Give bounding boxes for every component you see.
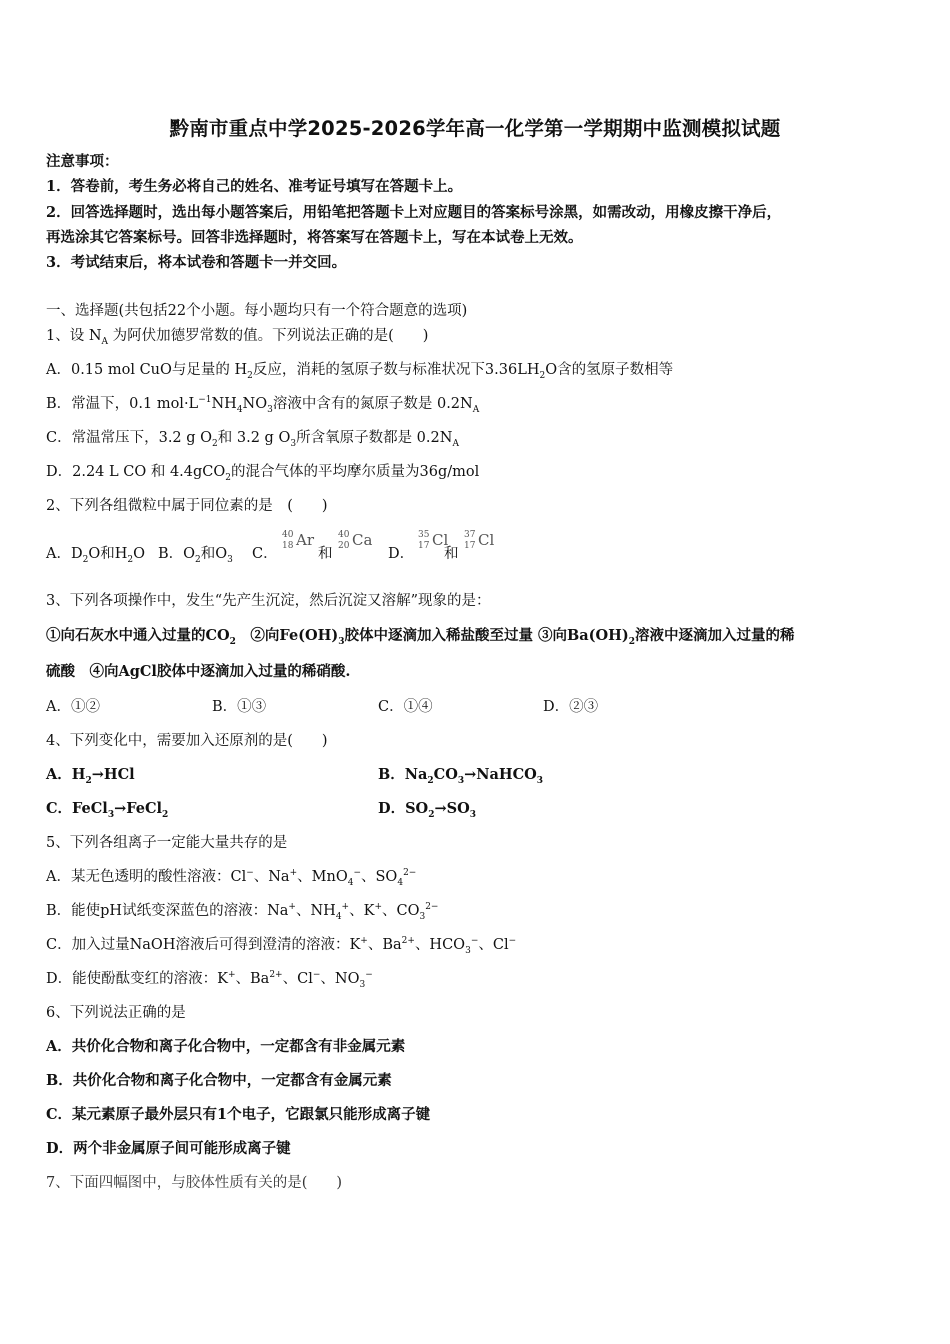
question-3-items-line-2: 硫酸 ④向AgCl胶体中逐滴加入过量的稀硝酸. (46, 663, 351, 680)
question-4-option-d: D．$SO_2\to SO_3$ (378, 800, 476, 820)
page-title: 黔南市重点中学2025-2026学年高一化学第一学期期中监测模拟试题 (169, 117, 781, 140)
question-4-option-a: A．$H_2\to HCl$ (46, 766, 135, 786)
section-heading: 一、选择题(共包括22个小题。每小题均只有一个符合题意的选项) (46, 303, 468, 319)
question-2-option-b: B．$O_2$和$O_3$ (158, 546, 233, 565)
question-2-option-c: C． (252, 546, 278, 562)
notice-item-2b: 再选涂其它答案标号。回答非选择题时，将答案写在答题卡上，写在本试卷上无效。 (46, 229, 583, 246)
notice-item-2a: 2．回答选择题时，选出每小题答案后，用铅笔把答题卡上对应题目的答案标号涂黑，如需改动，用橡皮擦干净后， (46, 204, 782, 221)
question-5-option-c: C．加入过量NaOH溶液后可得到澄清的溶液：K+、$Ba^{2+}$、$HCO_3^-$、Cl− (46, 936, 517, 956)
question-5-option-b: B．能使pH试纸变深蓝色的溶液：Na+、$NH_4^+$、K+、$CO_3^{2-}$ (46, 902, 439, 922)
question-1-stem: 1、设 $N_A$ 为阿伏加德罗常数的值。下列说法正确的是( ) (46, 328, 429, 347)
question-5-option-d: D．能使酚酞变红的溶液：K+、$Ba^{2+}$、Cl−、$NO_3^-$ (46, 970, 373, 990)
question-6-stem: 6、下列说法正确的是 (46, 1005, 186, 1021)
question-3-items-line-1: ①向石灰水中通入过量的$CO_2$ ②向$Fe(OH)_3$胶体中逐滴加入稀盐酸至过量 ③向$Ba(OH)_2$溶液中逐滴加入过量的稀 (46, 627, 795, 647)
question-3-option-b: B．①③ (212, 699, 267, 715)
question-1-option-d: D．2.24 L CO 和 4.4gCO$_2$的混合气体的平均摩尔质量为36g/mol (46, 464, 480, 483)
nuclide-ca-40: 40 20 Ca (338, 530, 373, 551)
question-6-option-d: D．两个非金属原子间可能形成离子键 (46, 1140, 291, 1157)
notice-item-3: 3．考试结束后，将本试卷和答题卡一并交回。 (46, 254, 347, 271)
question-2-c-and: 和 (318, 546, 333, 562)
notice-item-1: 1．答卷前，考生务必将自己的姓名、准考证号填写在答题卡上。 (46, 178, 463, 195)
question-1-option-b: B．常温下，0.1 $mol\cdot L^{-1}NH_4NO_3$溶液中含有的氮原子数是 $0.2N_A$ (46, 395, 480, 415)
question-7-stem: 7、下面四幅图中，与胶体性质有关的是( ) (46, 1175, 343, 1191)
question-4-stem: 4、下列变化中，需要加入还原剂的是( ) (46, 733, 328, 749)
nuclide-ar-40: 40 18 Ar (282, 530, 315, 551)
question-2-option-a: A．$D_2O$和$H_2O$ (46, 546, 146, 565)
question-4-option-b: B．$Na_2CO_3\to NaHCO_3$ (378, 766, 544, 786)
question-5-stem: 5、下列各组离子一定能大量共存的是 (46, 835, 288, 851)
question-5-option-a: A．某无色透明的酸性溶液：Cl−、Na+、MnO$_4$−、$SO_4^{2-}$ (46, 868, 417, 888)
question-3-stem: 3、下列各项操作中，发生“先产生沉淀，然后沉淀又溶解”现象的是： (46, 593, 491, 609)
nuclide-cl-37: 37 17 Cl (464, 530, 495, 551)
notice-heading: 注意事项： (46, 153, 119, 170)
question-1-option-a: A．0.15 mol CuO与足量的 $H_2$反应，消耗的氢原子数与标准状况下$3.36LH_2O$含的氢原子数相等 (46, 362, 674, 381)
question-3-option-c: C．①④ (378, 699, 433, 715)
question-2-d-and: 和 (444, 546, 459, 562)
question-4-option-c: C．FeCl$_3$→FeCl$_2$ (46, 800, 169, 820)
question-1-option-c: C．常温常压下，3.2 g $O_2$和 3.2 g $O_3$所含氧原子数都是 $0.2N_A$ (46, 430, 459, 449)
question-3-option-d: D．②③ (543, 699, 599, 715)
question-6-option-b: B．共价化合物和离子化合物中，一定都含有金属元素 (46, 1072, 392, 1089)
question-6-option-c: C．某元素原子最外层只有1个电子，它跟氯只能形成离子键 (46, 1106, 431, 1123)
question-6-option-a: A．共价化合物和离子化合物中，一定都含有非金属元素 (46, 1038, 406, 1055)
question-2-stem: 2、下列各组微粒中属于同位素的是 ( ) (46, 498, 328, 514)
question-2-option-d: D． (388, 546, 415, 562)
nuclide-cl-35: 35 17 Cl (418, 530, 449, 551)
question-3-option-a: A．①② (46, 699, 100, 715)
